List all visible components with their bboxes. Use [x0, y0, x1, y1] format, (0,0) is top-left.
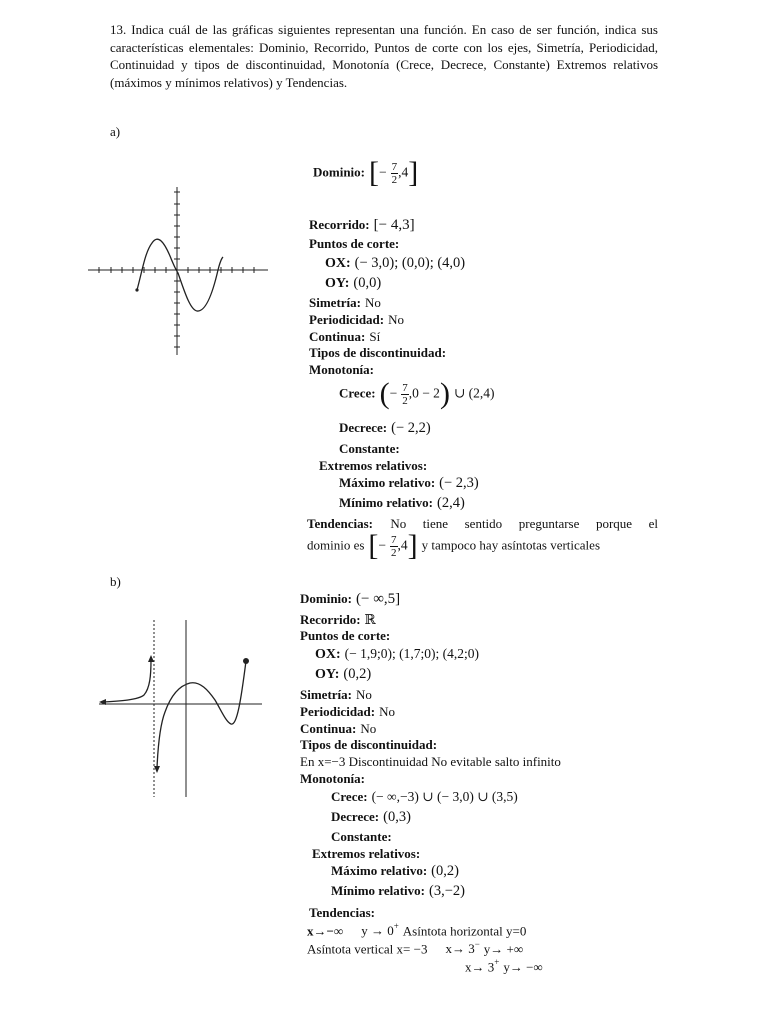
a-crece-minus: −: [389, 385, 398, 401]
b-tend3-sup: +: [494, 957, 500, 967]
b-oy-value: (0,2): [343, 666, 372, 682]
a-ox-value: (− 3,0); (0,0); (4,0): [354, 255, 466, 271]
b-constante-label: Constante:: [331, 829, 392, 844]
b-periodicidad-row: [300, 703, 395, 721]
a-tendencias-text1: No tiene sentido preguntarse porque el: [390, 516, 659, 531]
b-decrece-value: (0,3): [383, 809, 411, 825]
a-tend-rest: ,4: [397, 537, 408, 553]
b-tend1-x: x→−∞: [307, 923, 344, 939]
b-maximo-value: (0,2): [431, 863, 459, 879]
b-tend-row3: [465, 957, 543, 976]
b-oy-row: [315, 665, 371, 683]
b-ox-value: (− 1,9;0); (1,7;0); (4,2;0): [344, 646, 480, 661]
b-tend2-y: y→ +∞: [483, 941, 524, 957]
a-maximo-label: Máximo relativo:: [339, 475, 436, 490]
a-recorrido-value: [− 4,3]: [373, 217, 415, 233]
a-extremos-label: Extremos relativos:: [319, 458, 428, 473]
a-dominio-open-bracket: [: [369, 156, 379, 189]
b-dominio-label: Dominio:: [300, 591, 352, 606]
b-continua-value: No: [360, 721, 377, 736]
b-tend3-x: x→ 3: [465, 959, 495, 975]
b-dominio-row: [300, 590, 400, 608]
a-continua-value: Sí: [369, 329, 381, 344]
b-dominio-value: (− ∞,5]: [356, 591, 401, 607]
a-tend-minus: −: [378, 537, 387, 553]
part-b-label: b): [110, 574, 121, 589]
b-minimo-label: Mínimo relativo:: [331, 883, 425, 898]
a-dominio-minus: −: [379, 164, 387, 180]
b-tipos-label: Tipos de discontinuidad:: [300, 737, 438, 752]
a-tend-den: 2: [391, 546, 397, 559]
a-crece-den: 2: [402, 394, 408, 407]
a-tend-open-bracket: [: [368, 529, 379, 562]
a-tendencias-text2a: dominio es: [307, 537, 365, 553]
b-tend3-y: y→ −∞: [503, 959, 543, 975]
b-maximo-label: Máximo relativo:: [331, 863, 428, 878]
graph-b-arrow-up: [148, 655, 154, 662]
b-minimo-row: [331, 882, 465, 900]
a-crece-num: 7: [402, 381, 408, 394]
a-tendencias-label: Tendencias:: [307, 516, 373, 531]
a-simetria-value: No: [364, 295, 381, 310]
a-tend-num: 7: [391, 533, 397, 546]
a-dominio-rest: ,4: [398, 164, 409, 180]
a-dominio-num: 7: [391, 160, 398, 173]
graph-b-curve-middle: [157, 661, 246, 768]
a-crece-rest: ,0 − 2: [408, 385, 440, 401]
b-monotonia-label: Monotonía:: [300, 771, 365, 786]
a-constante-label: Constante:: [339, 441, 400, 456]
a-monotonia-label: Monotonía:: [309, 362, 374, 377]
b-ox-label: OX:: [315, 647, 341, 662]
a-simetria-label: Simetría:: [309, 295, 361, 310]
b-tendencias-label: Tendencias:: [309, 905, 375, 920]
b-continua-label: Continua:: [300, 721, 357, 736]
b-simetria-row: [300, 686, 372, 704]
a-recorrido-label: Recorrido:: [309, 217, 370, 232]
b-minimo-value: (3,−2): [429, 883, 465, 899]
b-recorrido-row: [300, 611, 376, 629]
a-ox-label: OX:: [325, 256, 351, 271]
a-dominio-label: Dominio:: [313, 164, 365, 180]
b-simetria-label: Simetría:: [300, 687, 352, 702]
a-continua-label: Continua:: [309, 329, 366, 344]
part-a-label: a): [110, 124, 121, 139]
a-crece-union: ∪ (2,4): [453, 385, 495, 401]
graph-b-curve-left: [103, 660, 151, 702]
a-decrece-value: (− 2,2): [391, 420, 431, 436]
b-tend2-sup: −: [474, 939, 480, 949]
b-decrece-row: [331, 808, 411, 826]
b-periodicidad-value: No: [379, 704, 395, 719]
b-crece-value: (− ∞,−3) ∪ (− 3,0) ∪ (3,5): [371, 789, 518, 804]
b-tend2-text: Asíntota vertical x= −3: [307, 941, 428, 957]
a-periodicidad-label: Periodicidad:: [309, 312, 385, 327]
a-crece-label: Crece:: [339, 385, 376, 401]
a-tipos-label: Tipos de discontinuidad:: [309, 345, 447, 360]
graph-b-endpoint: [243, 658, 249, 664]
b-decrece-label: Decrece:: [331, 809, 380, 824]
a-oy-label: OY:: [325, 276, 350, 291]
a-dominio-close-bracket: ]: [408, 156, 419, 189]
b-extremos-label: Extremos relativos:: [312, 846, 421, 861]
a-tendencias-text2b: y tampoco hay asíntotas verticales: [421, 537, 601, 553]
a-periodicidad-value: No: [388, 312, 404, 327]
a-minimo-label: Mínimo relativo:: [339, 495, 433, 510]
a-crece-close-paren: ): [439, 377, 450, 410]
b-tend-row2: [307, 939, 523, 958]
b-tend2-x: x→ 3: [445, 941, 475, 957]
b-tend1-sup: +: [393, 921, 399, 931]
b-oy-label: OY:: [315, 667, 340, 682]
b-recorrido-label: Recorrido:: [300, 612, 361, 627]
b-recorrido-value: ℝ: [364, 612, 376, 627]
a-crece-open-paren: (: [379, 377, 390, 410]
b-crece-row: [331, 788, 518, 806]
problem-statement: 13. Indica cuál de las gráficas siguientes representan una función. En caso de ser función, indica sus características elementales: Dominio, Recorrido, Puntos de corte con los ejes, Simetría, Periodicidad, Continuidad y tipos de discontinuidad, Monotonía (Crece, Decrece, Constante) Extremos relativos (máximos y mínimos relativos) y Tendencias.: [110, 22, 658, 90]
b-puntos-label: Puntos de corte:: [300, 628, 391, 643]
b-maximo-row: [331, 862, 459, 880]
a-oy-value: (0,0): [353, 275, 382, 291]
b-tend1-y: y → 0: [361, 923, 394, 939]
b-continua-row: [300, 720, 376, 738]
a-maximo-value: (− 2,3): [439, 475, 479, 491]
b-tend1-text: Asíntota horizontal y=0: [402, 923, 527, 939]
b-tend-row1: [307, 921, 526, 940]
a-minimo-value: (2,4): [437, 495, 465, 511]
a-decrece-label: Decrece:: [339, 420, 388, 435]
b-simetria-value: No: [355, 687, 372, 702]
b-ox-row: [315, 645, 479, 663]
a-puntos-label: Puntos de corte:: [309, 236, 400, 251]
a-tend-close-bracket: ]: [407, 529, 418, 562]
graph-b-arrow-down: [154, 766, 160, 773]
b-tipos-value: En x=−3 Discontinuidad No evitable salto infinito: [300, 754, 561, 769]
b-periodicidad-label: Periodicidad:: [300, 704, 376, 719]
b-crece-label: Crece:: [331, 789, 368, 804]
a-dominio-den: 2: [391, 173, 398, 186]
